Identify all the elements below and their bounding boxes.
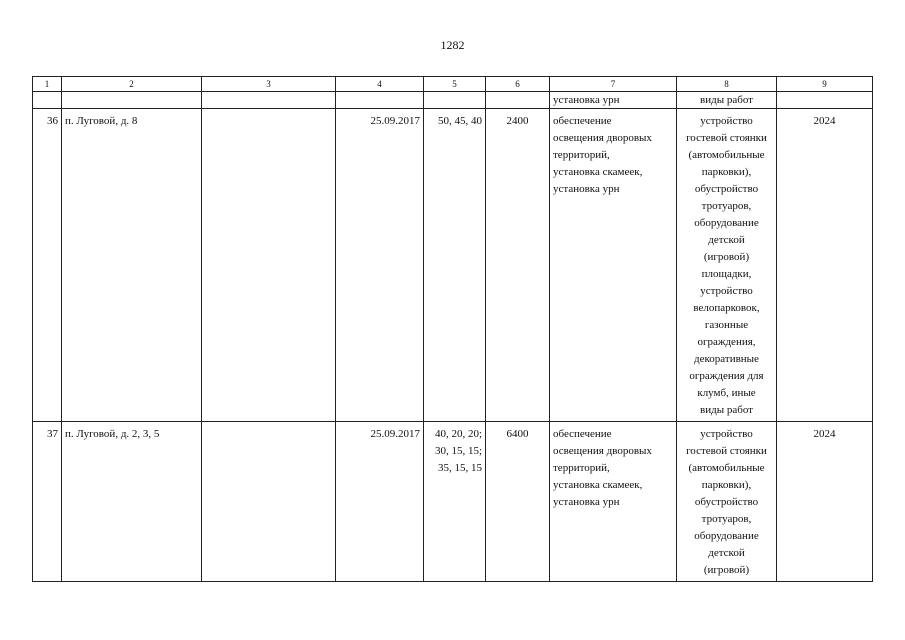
table-cell bbox=[62, 92, 202, 109]
additional-works-cell: устройство гостевой стоянки (автомобильные парковки), обустройство тротуаров, оборудование детской (игровой) площадки, устройство велопарковок, газонные ограждения, декоративные ограждения для клумб, иные виды работ bbox=[677, 109, 777, 422]
table-cell bbox=[202, 92, 336, 109]
row-number: 36 bbox=[33, 109, 62, 422]
column-header: 1 bbox=[33, 77, 62, 92]
address-cell: п. Луговой, д. 2, 3, 5 bbox=[62, 422, 202, 582]
minimal-works-cell: обеспечение освещения дворовых территорий, установка скамеек, установка урн bbox=[550, 109, 677, 422]
table-cell bbox=[486, 92, 550, 109]
row-number: 37 bbox=[33, 422, 62, 582]
minimal-works-cell: обеспечение освещения дворовых территорий, установка скамеек, установка урн bbox=[550, 422, 677, 582]
area-cell: 2400 bbox=[486, 109, 550, 422]
works-table bbox=[32, 76, 873, 582]
table-cell bbox=[336, 92, 424, 109]
year-cell: 2024 bbox=[777, 109, 873, 422]
area-cell: 6400 bbox=[486, 422, 550, 582]
additional-works-cell: устройство гостевой стоянки (автомобильные парковки), обустройство тротуаров, оборудование детской (игровой) bbox=[677, 422, 777, 582]
column-header: 3 bbox=[202, 77, 336, 92]
column-header: 2 bbox=[62, 77, 202, 92]
date-cell: 25.09.2017 bbox=[336, 422, 424, 582]
column-header: 7 bbox=[550, 77, 677, 92]
table-cell bbox=[424, 92, 486, 109]
column-header: 5 bbox=[424, 77, 486, 92]
year-cell: 2024 bbox=[777, 422, 873, 582]
table-cell bbox=[33, 92, 62, 109]
carry-minimal-works: установка урн bbox=[550, 92, 677, 109]
carry-additional-works: виды работ bbox=[677, 92, 777, 109]
column-header: 8 bbox=[677, 77, 777, 92]
carry-over-row bbox=[33, 92, 873, 109]
table-cell bbox=[202, 422, 336, 582]
values-cell: 40, 20, 20; 30, 15, 15; 35, 15, 15 bbox=[424, 422, 486, 582]
page-number: 1282 bbox=[440, 38, 465, 52]
table-row bbox=[33, 422, 873, 582]
values-cell: 50, 45, 40 bbox=[424, 109, 486, 422]
column-number-row bbox=[33, 77, 873, 92]
column-header: 4 bbox=[336, 77, 424, 92]
column-header: 6 bbox=[486, 77, 550, 92]
address-cell: п. Луговой, д. 8 bbox=[62, 109, 202, 422]
table-cell bbox=[202, 109, 336, 422]
table-row bbox=[33, 109, 873, 422]
table-cell bbox=[777, 92, 873, 109]
date-cell: 25.09.2017 bbox=[336, 109, 424, 422]
column-header: 9 bbox=[777, 77, 873, 92]
